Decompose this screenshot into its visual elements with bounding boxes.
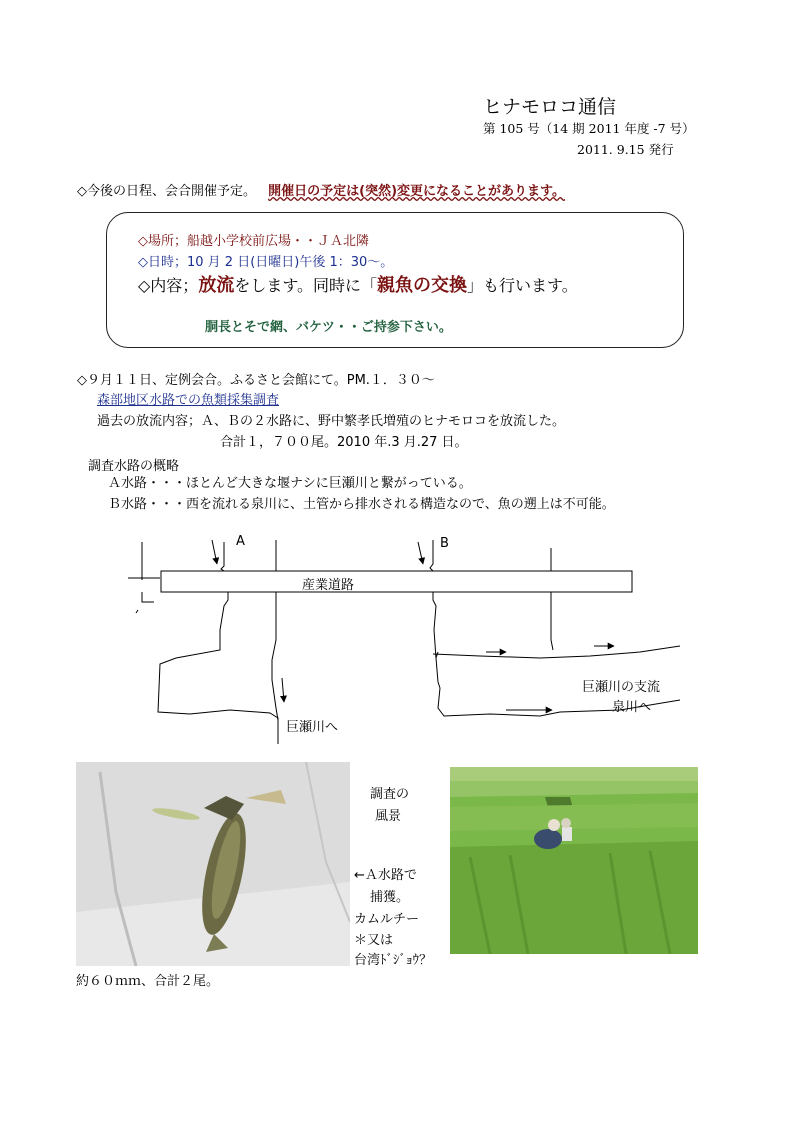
fish-size-note: 約６０ｍｍ、合計２尾。	[76, 974, 220, 989]
overview-heading: 調査水路の概略	[88, 459, 180, 474]
diagram-tributary-1: 巨瀬川の支流	[582, 680, 661, 695]
waterway-a-description: Ａ水路・・・ほとんど大きな堰ナシに巨瀬川と繋がっている。	[108, 476, 472, 491]
waterway-diagram	[120, 530, 720, 750]
meeting-line: ◇９月１１日、定例会合。ふるさと会館にて。PM.１．３０～	[77, 373, 435, 388]
schedule-warning: 開催日の予定は(突然)変更になることがあります。	[268, 184, 565, 199]
newsletter-title: ヒナモロコ通信	[483, 96, 617, 118]
issue-number: 第 105 号（14 期 2011 年度 -7 号）	[483, 121, 695, 136]
diagram-road-label: 産業道路	[302, 578, 355, 593]
release-history: 過去の放流内容；Ａ、Ｂの２水路に、野中繁孝氏増殖のヒナモロコを放流した。	[97, 414, 566, 429]
event-content-exchange: 親魚の交換	[377, 275, 468, 296]
diagram-tributary-2: 泉川へ	[612, 700, 652, 715]
event-content-suffix: 」も行います。	[467, 276, 578, 295]
issue-date: 2011. 9.15 発行	[577, 142, 674, 157]
rice-field-photo	[450, 767, 698, 954]
rice-field-drawing	[450, 767, 698, 954]
fish-note-4: ＊又は	[354, 933, 394, 948]
photo-caption-line1: 調査の	[370, 787, 410, 802]
schedule-heading-line	[77, 180, 565, 199]
event-content-release: 放流	[198, 275, 235, 296]
event-bring-items: 胴長とそで網、バケツ・・ご持参下さい。	[205, 320, 452, 335]
fish-photo-drawing	[76, 762, 350, 966]
waterway-diagram-lines	[120, 530, 720, 750]
event-content-mid: をします。同時に「	[234, 276, 378, 295]
event-content-prefix: ◇内容；	[138, 276, 199, 295]
diagram-label-b: B	[440, 536, 449, 551]
diagram-label-a: A	[236, 534, 245, 549]
photo-caption-line2: 風景	[375, 809, 402, 824]
diagram-to-kose: 巨瀬川へ	[286, 720, 339, 735]
release-total: 合計１，７００尾。2010 年.3 月.27 日。	[220, 435, 468, 450]
schedule-heading: ◇今後の日程、会合開催予定。	[77, 184, 256, 199]
fish-note-2: 捕獲。	[370, 890, 410, 905]
event-datetime: ◇日時；10 月 2 日(日曜日)午後 1：30～。	[138, 255, 394, 270]
fish-photo	[76, 762, 350, 966]
survey-title: 森部地区水路での魚類採集調査	[97, 393, 280, 408]
fish-note-1: ←Ａ水路で	[354, 868, 417, 883]
event-content	[138, 271, 578, 297]
fish-note-3: カムルチー	[354, 912, 420, 927]
event-place: ◇場所；船越小学校前広場・・ＪＡ北隣	[138, 234, 369, 249]
road-rectangle	[161, 571, 632, 592]
waterway-b-description: Ｂ水路・・・西を流れる泉川に、土管から排水される構造なので、魚の遡上は不可能。	[108, 497, 615, 512]
fish-note-5: 台湾ﾄﾞｼﾞｮｳ？	[354, 953, 433, 968]
